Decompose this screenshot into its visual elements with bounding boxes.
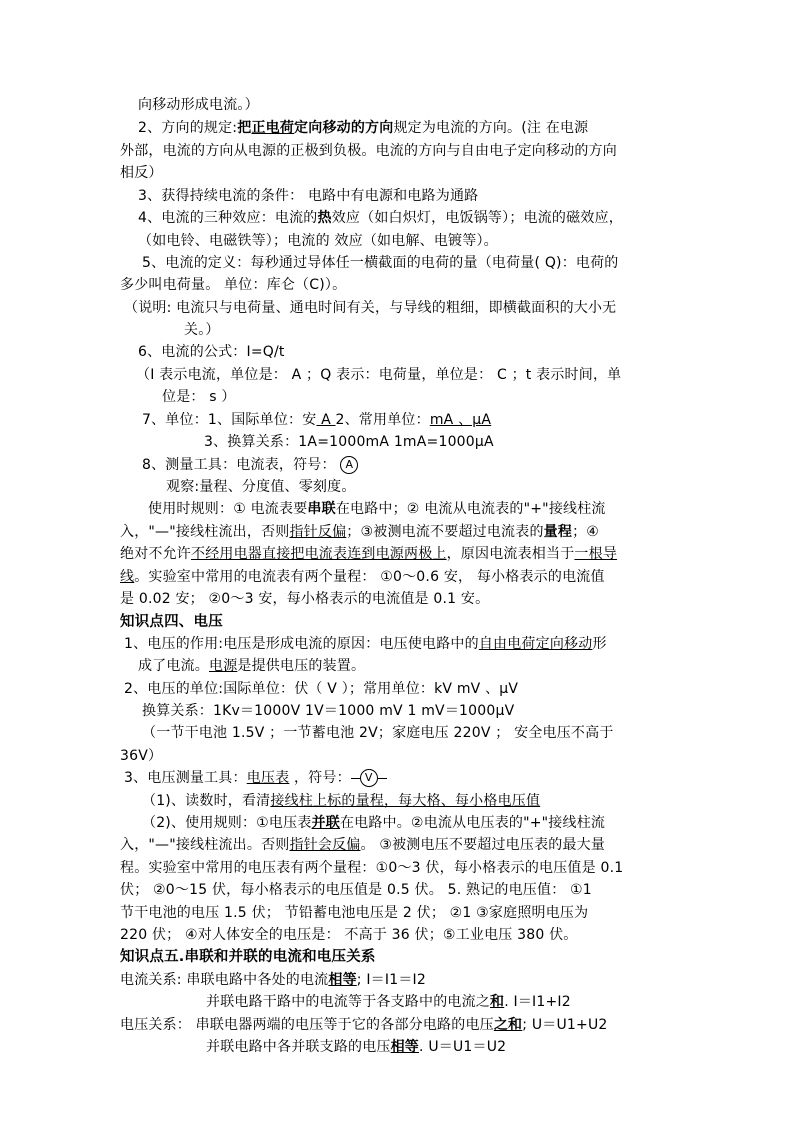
text-line: 并联电路干路中的电流等于各支路中的电流之和. I＝I1+I2 [206,994,571,1010]
text-line: （2)、使用规则：①电压表并联在电路中。②电流从电压表的"+"接线柱流 [142,815,606,831]
text-line: （如电铃、电磁铁等）；电流的 效应（如电解、电镀等）。 [138,233,498,249]
text-line: 2、方向的规定:把正电荷定向移动的方向规定为电流的方向。(注 在电源 [138,120,589,136]
text-line: （一节干电池 1.5V ；一节蓄电池 2V；家庭电压 220V ； 安全电压不高于 [142,725,614,741]
text-line: （1)、读数时，看清接线柱上标的量程，每大格、每小格电压值 [142,793,541,809]
text-line: 外部，电流的方向从电源的正极到负极。电流的方向与自由电子定向移动的方向 [120,143,617,159]
section-heading: 知识点五.串联和并联的电流和电压关系 [120,949,376,965]
text-line: 多少叫电荷量。 单位：库仑（C)）。 [120,277,347,293]
text-line: 关。） [184,322,220,338]
text-line: 并联电路中各并联支路的电压相等. U＝U1＝U2 [206,1039,507,1055]
text-line: 2、电压的单位:国际单位：伏（ V ）；常用单位：kV mV 、μV [124,681,519,697]
text-line: 使用时规则：① 电流表要串联在电路中；② 电流从电流表的"+"接线柱流 [148,501,606,517]
text-line: 3、获得持续电流的条件： 电路中有电源和电路为通路 [138,188,479,204]
text-line: 绝对不允许不经用电器直接把电流表连到电源两极上，原因电流表相当于一根导 [120,546,618,562]
text-line: 程。实验室中常用的电压表有两个量程：①0～3 伏，每小格表示的电压值是 0.1 [120,860,624,876]
text-line: 6、电流的公式：I=Q/t [138,344,285,360]
text-line: （说明: 电流只与电荷量、通电时间有关，与导线的粗细，即横截面积的大小无 [124,300,617,316]
text-line: 220 伏； ④对人体安全的电压是： 不高于 36 伏；⑤工业电压 380 伏。 [120,927,578,943]
text-line: 向移动形成电流。） [138,97,259,113]
text-line: 36V） [120,748,163,764]
section-heading: 知识点四、电压 [120,614,223,630]
text-line: 相反） [120,165,163,181]
wire-left [351,778,360,779]
text-line: 节干电池的电压 1.5 伏； 节铅蓄电池电压是 2 伏； ②1 ③家庭照明电压为 [120,905,589,921]
text-line: 观察:量程、分度值、零刻度。 [166,479,356,495]
text-line: 伏； ②0～15 伏，每小格表示的电压值是 0.5 伏。 5. 熟记的电压值： ①1 [120,882,592,898]
text-line: 电流关系: 串联电路中各处的电流相等; I＝I1＝I2 [120,972,426,988]
text-line: 8、测量工具：电流表，符号： A [142,455,358,475]
text-line: 入，"—"接线柱流出。否则指针会反偏。 ③被测电压不要超过电压表的最大量 [120,837,606,853]
text-line: 换算关系：1Kv＝1000V 1V＝1000 mV 1 mV＝1000μV [142,703,515,719]
text-line: 1、电压的作用:电压是形成电流的原因：电压使电路中的自由电荷定向移动形 [124,636,607,652]
text-line: 位是： s ） [162,389,236,405]
ammeter-symbol: A [340,456,358,474]
text-line: 成了电流。电源是提供电压的装置。 [138,658,366,674]
voltmeter-symbol: V [360,769,378,787]
text-line: 是 0.02 安； ②0～3 安，每小格表示的电流值是 0.1 安。 [120,591,490,607]
wire-right [378,778,387,779]
text-line: 入，"—"接线柱流出，否则指针反偏；③被测电流不要超过电流表的量程；④ [120,524,600,540]
text-line: 4、电流的三种效应：电流的热效应（如白炽灯，电饭锅等）；电流的磁效应， [138,210,623,226]
text-line: 5、电流的定义：每秒通过导体任一横截面的电荷的量（电荷量( Q)：电荷的 [142,255,619,271]
text-line: （I 表示电流，单位是： A ；Q 表示：电荷量，单位是： C ；t 表示时间，单 [136,367,622,383]
text-line: 3、换算关系：1A=1000mA 1mA=1000μA [204,434,494,450]
text-line: 7、单位：1、国际单位：安 A 2、常用单位：mA 、μA [142,412,492,428]
text-line: 电压关系： 串联电器两端的电压等于它的各部分电路的电压之和; U＝U1+U2 [120,1017,608,1033]
text-line: 线。实验室中常用的电流表有两个量程： ①0～0.6 安， 每小格表示的电流值 [120,569,605,585]
text-line: 3、电压测量工具：电压表 ，符号： V [124,768,387,788]
